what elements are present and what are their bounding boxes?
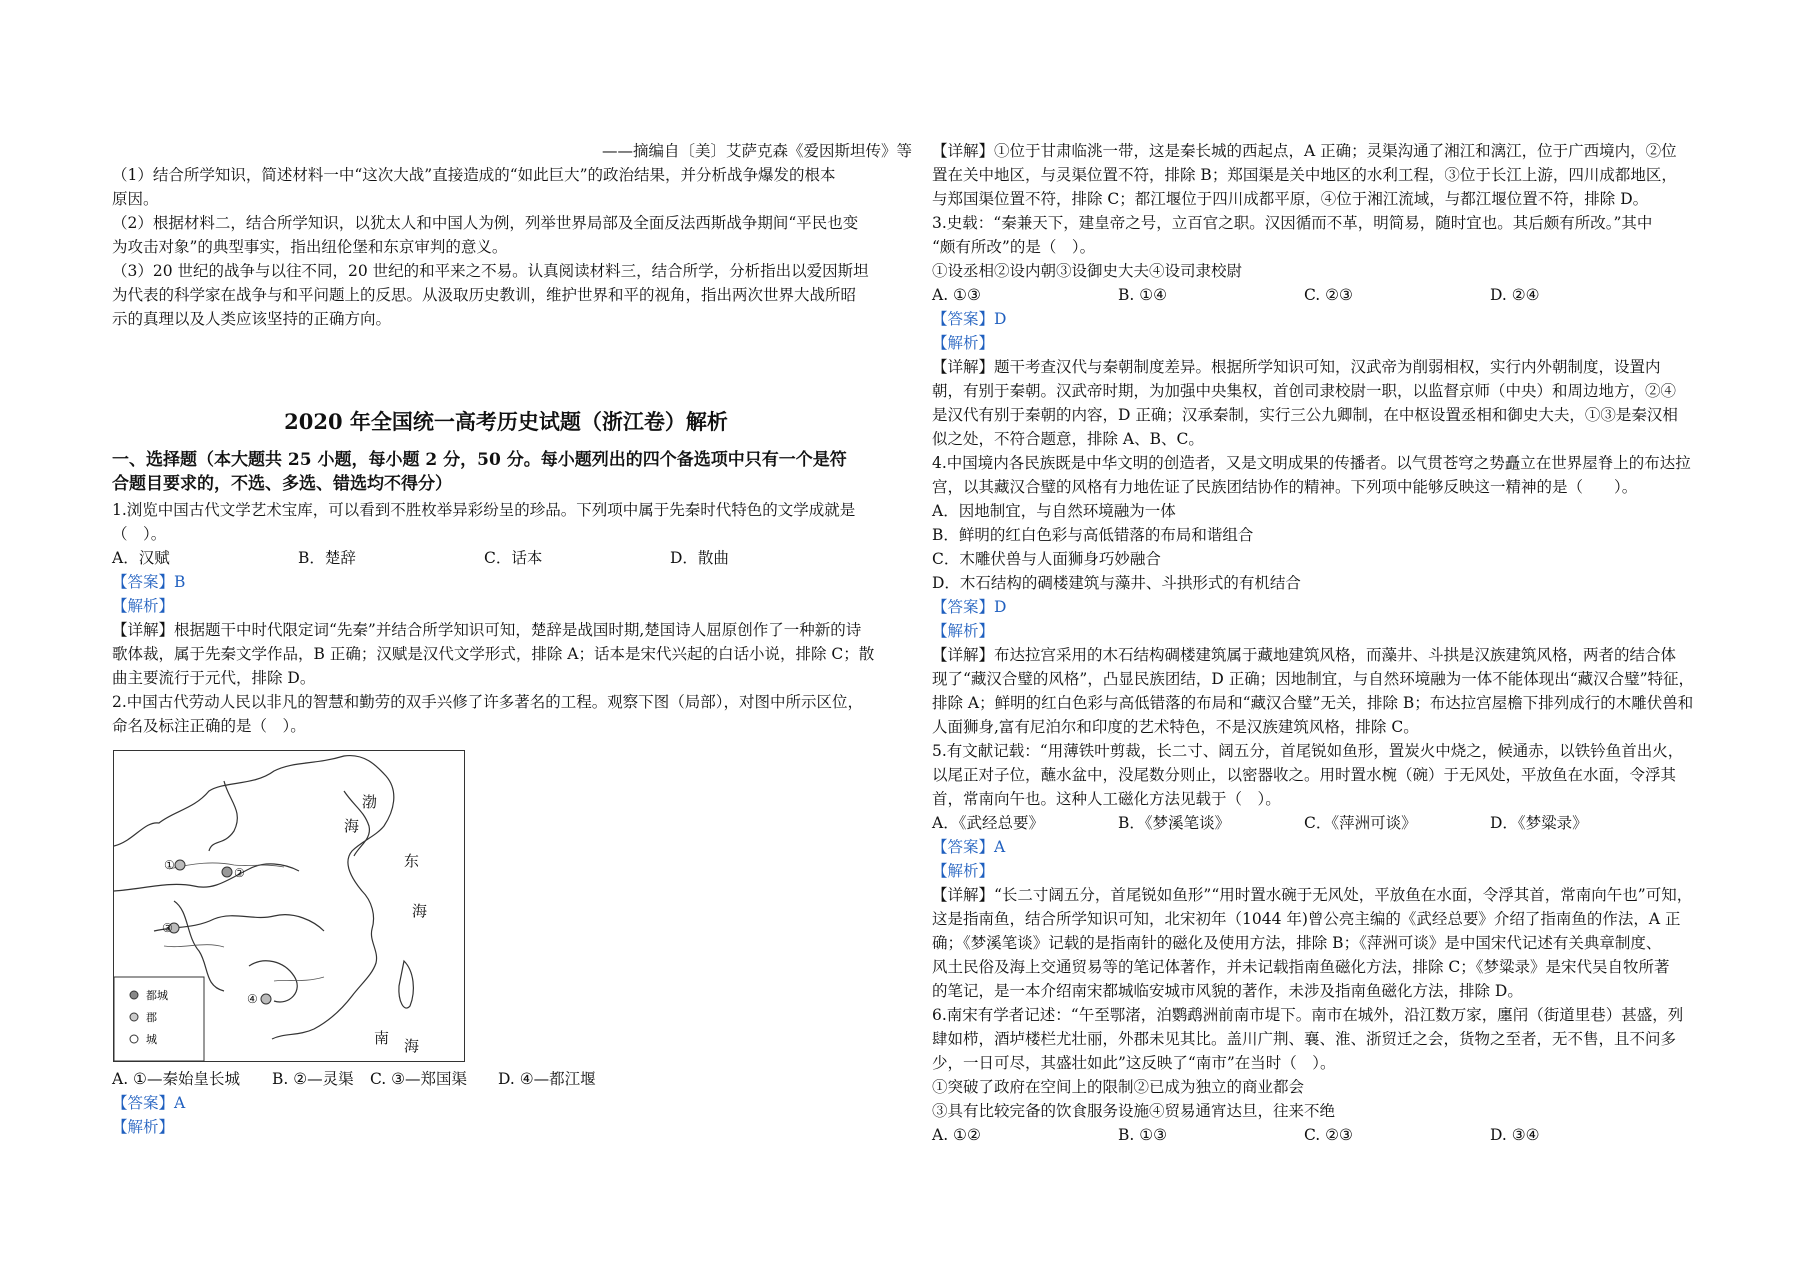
map-label: 渤 [362,793,378,811]
legend-item: 城 [146,1033,157,1046]
legend-item: 都城 [146,989,168,1002]
answer-label: 【答案】D [932,310,1007,328]
legend-item: 郡 [146,1011,157,1024]
analysis-label: 【解析】 [112,1118,175,1136]
q2-options [112,1067,628,1091]
marker-label: ④ [247,992,258,1006]
option-a: A. ①—秦始皇长城 [112,1070,240,1088]
q3-options [932,283,1676,307]
map-label: 南 [374,1029,390,1047]
text-line: 为攻击对象”的典型事实，指出纽伦堡和东京审判的意义。 [112,238,508,256]
map-label: 海 [412,902,428,920]
option-b: B．鲜明的红白色彩与高低错落的布局和谐组合 [932,526,1254,544]
question-5: 首，常南向午也。这种人工磁化方法见载于（ ）。 [932,790,1281,808]
option-c: C．话本 [484,549,543,567]
text-line: （2）根据材料二，结合所学知识，以犹太人和中国人为例，列举世界局部及全面反法西斯战争期间“平民也变 [112,214,859,232]
sea-labels [344,793,427,1055]
analysis-label: 【解析】 [932,862,995,880]
option-a: A. ①② [932,1126,981,1144]
question-3: “颇有所改”的是（ ）。 [932,238,1096,256]
option-c: C. ②③ [1304,286,1353,304]
question-2: 命名及标注正确的是（ ）。 [112,717,306,735]
option-b: B．《梦溪笔谈》 [1118,814,1231,832]
question-2: 2.中国古代劳动人民以非凡的智慧和勤劳的双手兴修了许多著名的工程。观察下图（局部），对图中所示区位， [112,693,864,711]
answer-label: 【答案】A [112,1094,186,1112]
option-a: A．《武经总要》 [932,814,1044,832]
question-6: 肆如栉，酒垆楼栏尤壮丽，外郡未见其比。盖川广荆、襄、淮、浙贸迁之会，货物之至者，无不售，且不问多 [932,1030,1677,1048]
option-d: D. ③④ [1490,1126,1540,1144]
answer-label: 【答案】B [112,573,186,591]
option-b: B. ①④ [1118,286,1168,304]
explanation-line: 【详解】题干考查汉代与秦朝制度差异。根据所学知识可知，汉武帝为削弱相权，实行内外朝制度，设置内 [932,358,1661,376]
analysis-label: 【解析】 [932,334,995,352]
explanation-line: 朝，有别于秦朝。汉武帝时期，为加强中央集权，首创司隶校尉一职，以监督京师（中央）和周边地方，②④ [932,382,1677,400]
explanation-line: 这是指南鱼，结合所学知识可知，北宋初年（1044 年)曾公亮主编的《武经总要》介绍了指南鱼的作法，A 正 [932,910,1681,928]
section-heading: 一、选择题（本大题共 25 小题，每小题 2 分，50 分。每小题列出的四个备选项中只有一个是符 [112,450,847,470]
question-4: 宫，以其藏汉合璧的风格有力地佐证了民族团结协作的精神。下列项中能够反映这一精神的是（ ）。 [932,478,1638,496]
text-line: （1）结合所学知识，简述材料一中“这次大战”直接造成的“如此巨大”的政治结果，并分析战争爆发的根本 [112,166,836,184]
question-6: ③具有比较完备的饮食服务设施④贸易通宵达旦，往来不绝 [932,1102,1336,1120]
option-b: B. ①③ [1118,1126,1168,1144]
analysis-label: 【解析】 [112,597,175,615]
option-c: C．木雕伏兽与人面狮身巧妙融合 [932,550,1161,568]
explanation-line: 【详解】①位于甘肃临洮一带，这是秦长城的西起点，A 正确；灵渠沟通了湘江和漓江，位于广西境内，②位 [932,142,1677,160]
q1-options [112,546,856,570]
text-line: 原因。 [112,190,159,208]
question-6: ①突破了政府在空间上的限制②已成为独立的商业都会 [932,1078,1305,1096]
option-c: C. ②③ [1304,1126,1353,1144]
option-a: A．汉赋 [112,549,170,567]
question-4: 4.中国境内各民族既是中华文明的创造者，又是文明成果的传播者。以气贯苍穹之势矗立在世界屋脊上的布达拉 [932,454,1691,472]
map-label: 海 [404,1037,420,1055]
explanation-line: 【详解】布达拉宫采用的木石结构碉楼建筑属于藏地建筑风格，而藻井、斗拱是汉族建筑风格，两者的结合体 [932,646,1677,664]
option-d: D．木石结构的碉楼建筑与藻井、斗拱形式的有机结合 [932,574,1301,592]
explanation-line: 与郑国渠位置不符，排除 C；都江堰位于四川成都平原，④位于湘江流域，与都江堰位置不符，排除 D。 [932,190,1649,208]
explanation-line: 的笔记，是一本介绍南宋都城临安城市风貌的著作，未涉及指南鱼磁化方法，排除 D。 [932,982,1523,1000]
option-d: D．散曲 [670,549,729,567]
option-c: C．《萍洲可谈》 [1304,814,1417,832]
explanation-line: 【详解】根据题干中时代限定词“先秦”并结合所学知识可知，楚辞是战国时期,楚国诗人屈原创作了一种新的诗 [112,621,862,639]
explanation-line: 【详解】“长二寸阔五分，首尾锐如鱼形”“用时置水碗于无风处，平放鱼在水面，令浮其首，常南向午也”可知， [932,886,1693,904]
text-line: 为代表的科学家在战争与和平问题上的反思。从汲取历史教训，维护世界和平的视角，指出两次世界大战所昭 [112,286,857,304]
question-5: 以尾正对子位，蘸水盆中，没尾数分则止，以密器收之。用时置水椀（碗）于无风处，平放鱼在水面，令浮其 [932,766,1677,784]
explanation-line: 确；《梦溪笔谈》记载的是指南针的磁化及使用方法，排除 B；《萍洲可谈》是中国宋代记述有关典章制度、 [932,934,1662,952]
page-title: 2020 年全国统一高考历史试题（浙江卷）解析 [284,409,728,434]
source-citation: ——摘编自〔美〕艾萨克森《爱因斯坦传》等 [601,142,912,160]
explanation-line: 曲主要流行于元代，排除 D。 [112,669,316,687]
question-1: 1.浏览中国古代文学艺术宝库，可以看到不胜枚举异彩纷呈的珍品。下列项中属于先秦时代特色的文学成就是 [112,501,856,519]
option-d: D. ②④ [1490,286,1540,304]
map-drawing [114,751,464,1061]
analysis-label: 【解析】 [932,622,995,640]
text-line: 示的真理以及人类应该坚持的正确方向。 [112,310,392,328]
question-3: 3.史载：“秦兼天下，建皇帝之号，立百官之职。汉因循而不革，明简易，随时宜也。其后颇有所改。”其中 [932,214,1653,232]
question-1: （ ）。 [112,525,167,543]
explanation-line: 现了“藏汉合璧的风格”，凸显民族团结，D 正确；因地制宜，与自然环境融为一体不能体现出“藏汉合璧”特征， [932,670,1695,688]
explanation-line: 是汉代有别于秦朝的内容，D 正确；汉承秦制，实行三公九卿制，在中枢设置丞相和御史大夫，①③是秦汉相 [932,406,1678,424]
marker-label: ① [164,858,175,872]
question-5: 5.有文献记载：“用薄铁叶剪裁，长二寸、阔五分，首尾锐如鱼形，置炭火中烧之，候通赤，以铁钤鱼首出火， [932,742,1684,760]
q6-options [932,1123,1676,1147]
question-6: 少，一日可尽，其盛壮如此”这反映了“南市”在当时（ ）。 [932,1054,1336,1072]
option-d: D. ④—都江堰 [498,1070,596,1088]
marker-label: ③ [162,921,173,935]
map-label: 海 [344,817,360,835]
map-legend [114,977,204,1061]
explanation-line: 歌体裁，属于先秦文学作品，B 正确；汉赋是汉代文学形式，排除 A；话本是宋代兴起的白话小说，排除 C；散 [112,645,875,663]
option-d: D．《梦粱录》 [1490,814,1588,832]
explanation-line: 风土民俗及海上交通贸易等的笔记体著作，并未记载指南鱼磁化方法，排除 C；《梦粱录》是宋代吴自牧所著 [932,958,1670,976]
answer-label: 【答案】A [932,838,1006,856]
explanation-line: 人面狮身,富有尼泊尔和印度的艺术特色，不是汉族建筑风格，排除 C。 [932,718,1419,736]
marker-label: ② [234,866,245,880]
text-line: （3）20 世纪的战争与以往不同，20 世纪的和平来之不易。认真阅读材料三，结合所学，分析指出以爱因斯坦 [112,262,869,280]
map-label: 东 [404,852,420,870]
question-3: ①设丞相②设内朝③设御史大夫④设司隶校尉 [932,262,1243,280]
option-b: B．楚辞 [298,549,356,567]
option-a: A. ①③ [932,286,981,304]
section-heading: 合题目要求的，不选、多选、错选均不得分） [112,474,452,494]
china-map-figure [113,750,465,1062]
option-c: C. ③—郑国渠 [370,1070,468,1088]
explanation-line: 似之处，不符合题意，排除 A、B、C。 [932,430,1204,448]
option-a: A．因地制宜，与自然环境融为一体 [932,502,1176,520]
question-6: 6.南宋有学者记述：“午至鄂渚，泊鹦鹉洲前南市堤下。南市在城外，沿江数万家，廛闬（街道里巷）甚盛，列 [932,1006,1684,1024]
answer-label: 【答案】D [932,598,1007,616]
explanation-line: 置在关中地区，与灵渠位置不符，排除 B；郑国渠是关中地区的水利工程，③位于长江上游，四川成都地区， [932,166,1677,184]
explanation-line: 排除 A；鲜明的红白色彩与高低错落的布局和“藏汉合璧”无关，排除 B；布达拉宫屋檐下排列成行的木雕伏兽和 [932,694,1694,712]
q5-options [932,811,1676,835]
option-b: B. ②—灵渠 [272,1070,354,1088]
